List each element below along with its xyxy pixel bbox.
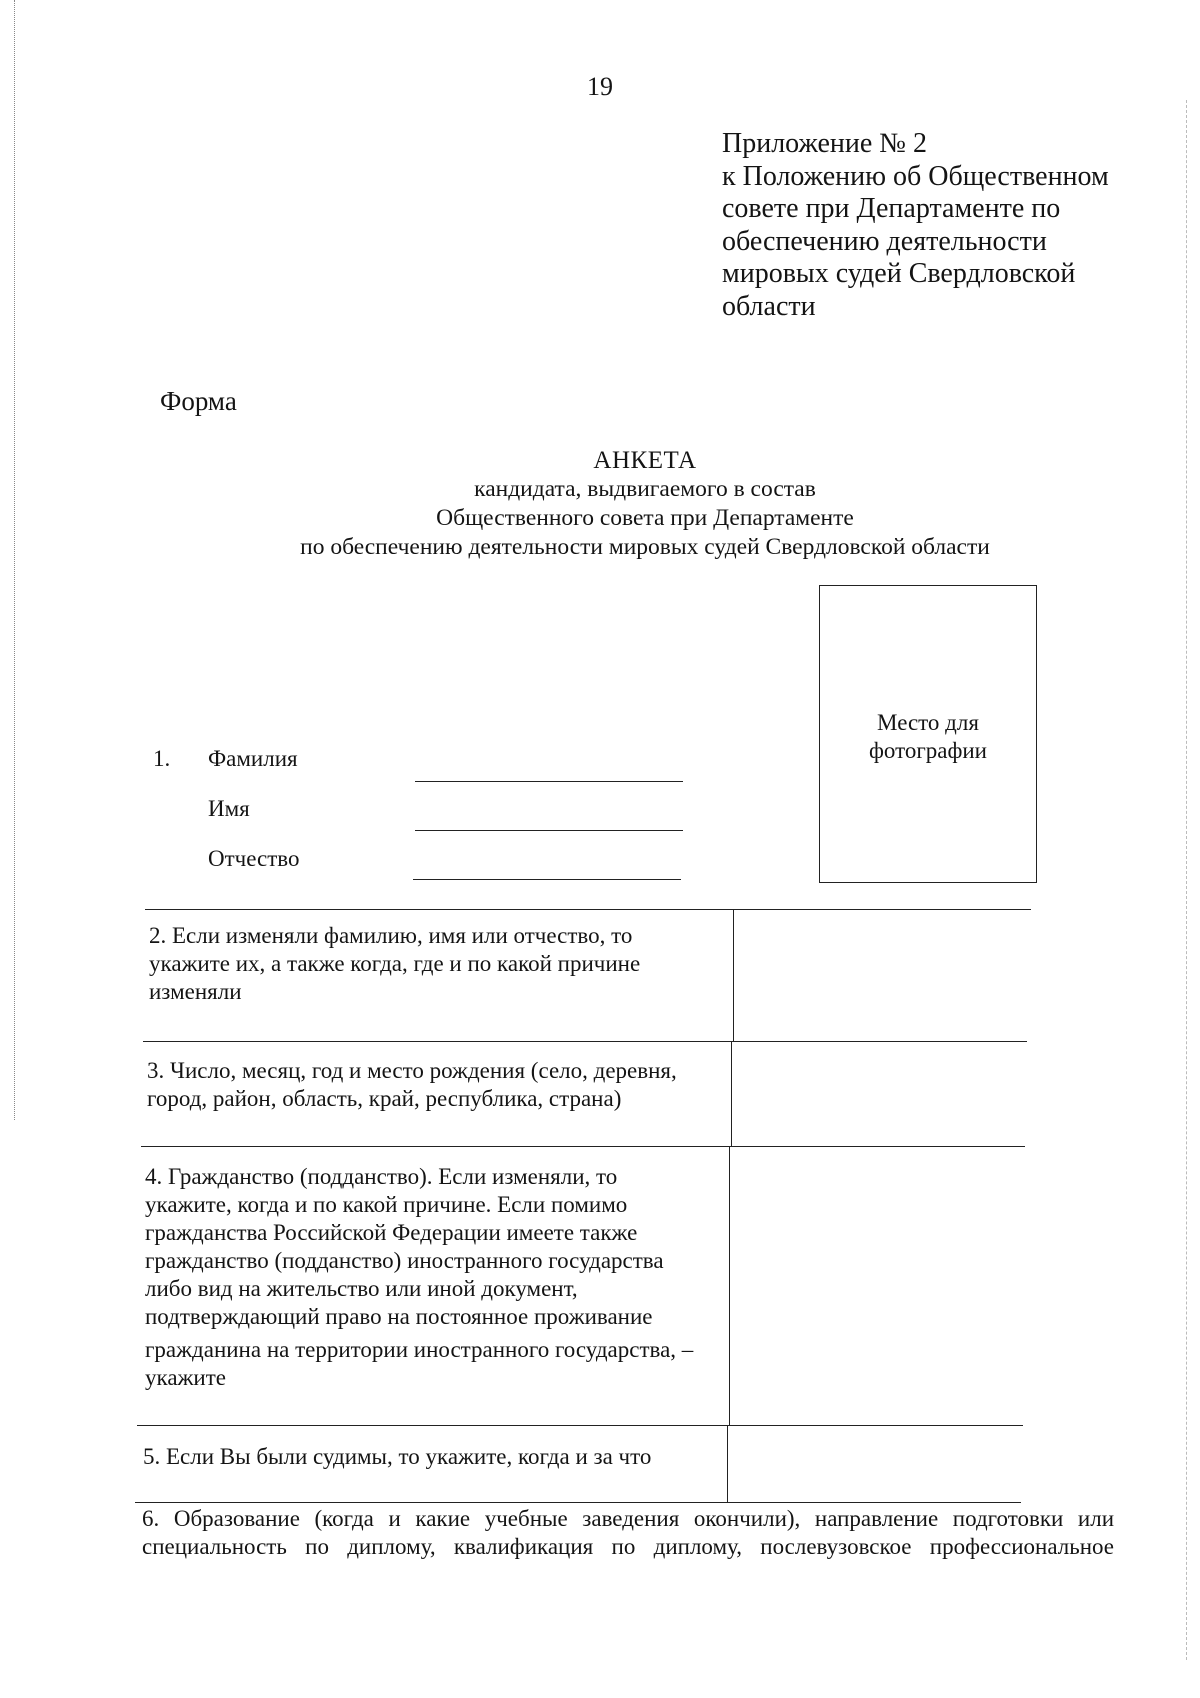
answer-cell-3[interactable] — [734, 1044, 1024, 1143]
page-number: 19 — [587, 72, 613, 101]
table-column-divider — [731, 1041, 732, 1146]
patronymic-label: Отчество — [208, 846, 300, 871]
table-column-divider — [729, 1146, 730, 1425]
table-rule — [141, 1146, 1025, 1147]
answer-cell-5[interactable] — [730, 1428, 1020, 1499]
answer-cell-4[interactable] — [732, 1149, 1022, 1422]
appendix-line: обеспечению деятельности — [722, 225, 1047, 257]
table-rule — [143, 1041, 1027, 1042]
table-column-divider — [727, 1425, 728, 1502]
question-line: 3. Число, месяц, год и место рождения (село, деревня, — [147, 1058, 677, 1083]
patronymic-field[interactable] — [413, 879, 681, 880]
first-name-field[interactable] — [415, 830, 683, 831]
appendix-line: области — [722, 290, 816, 322]
question-line: изменяли — [149, 979, 242, 1004]
first-name-label: Имя — [208, 796, 250, 821]
question-line: гражданина на территории иностранного государства, – — [145, 1337, 694, 1362]
question-6 — [142, 1505, 1114, 1561]
table-rule — [145, 909, 1031, 910]
heading-title: АНКЕТА — [593, 447, 697, 474]
scan-edge-right — [1186, 100, 1197, 1660]
question-line: город, район, область, край, республика, страна) — [147, 1086, 622, 1111]
heading-subtitle-line: по обеспечению деятельности мировых судей Свердловской области — [300, 534, 990, 560]
question-line: 4. Гражданство (подданство). Если изменяли, то — [145, 1164, 618, 1189]
question-5 — [143, 1443, 651, 1471]
question-3 — [147, 1057, 677, 1113]
question-line: подтверждающий право на постоянное проживание — [145, 1304, 653, 1329]
appendix-line: к Положению об Общественном — [722, 160, 1109, 192]
question-line: укажите, когда и по какой причине. Если помимо — [145, 1192, 628, 1217]
appendix-line: Приложение № 2 — [722, 128, 927, 159]
question-2 — [149, 922, 640, 1006]
answer-cell-2[interactable] — [736, 912, 1028, 1038]
photo-caption — [820, 709, 1036, 765]
surname-field[interactable] — [415, 781, 683, 782]
table-rule — [137, 1425, 1023, 1426]
question-4 — [145, 1163, 693, 1392]
question-line: либо вид на жительство или иной документ, — [145, 1276, 578, 1301]
form-label: Форма — [160, 386, 237, 416]
question-line: 2. Если изменяли фамилию, имя или отчество, то — [149, 923, 633, 948]
photo-caption-line: фотографии — [868, 738, 987, 763]
question-line: 6. Образование (когда и какие учебные заведения окончили), направление подготовки или — [142, 1506, 1114, 1531]
table-rule — [135, 1502, 1021, 1503]
question-1-number: 1. — [153, 746, 171, 771]
question-line: укажите — [145, 1365, 226, 1390]
question-line: 5. Если Вы были судимы, то укажите, когда и за что — [143, 1444, 652, 1469]
question-line: гражданство (подданство) иностранного государства — [145, 1248, 664, 1273]
heading-subtitle-line: Общественного совета при Департаменте — [436, 505, 854, 531]
photo-placeholder — [819, 585, 1037, 883]
table-column-divider — [733, 909, 734, 1041]
heading-subtitle-line: кандидата, выдвигаемого в состав — [474, 476, 816, 502]
appendix-note — [722, 128, 1162, 323]
appendix-line: мировых судей Свердловской — [722, 258, 1076, 289]
document-heading — [0, 446, 1200, 562]
surname-label: Фамилия — [208, 746, 298, 771]
question-line: специальность по диплому, квалификация по диплому, послевузовское профессиональное — [142, 1534, 1114, 1559]
appendix-line: совете при Департаменте по — [722, 193, 1061, 224]
question-line: гражданства Российской Федерации имеете также — [145, 1220, 638, 1245]
question-line: укажите их, а также когда, где и по какой причине — [149, 951, 641, 976]
photo-caption-line: Место для — [877, 710, 979, 735]
